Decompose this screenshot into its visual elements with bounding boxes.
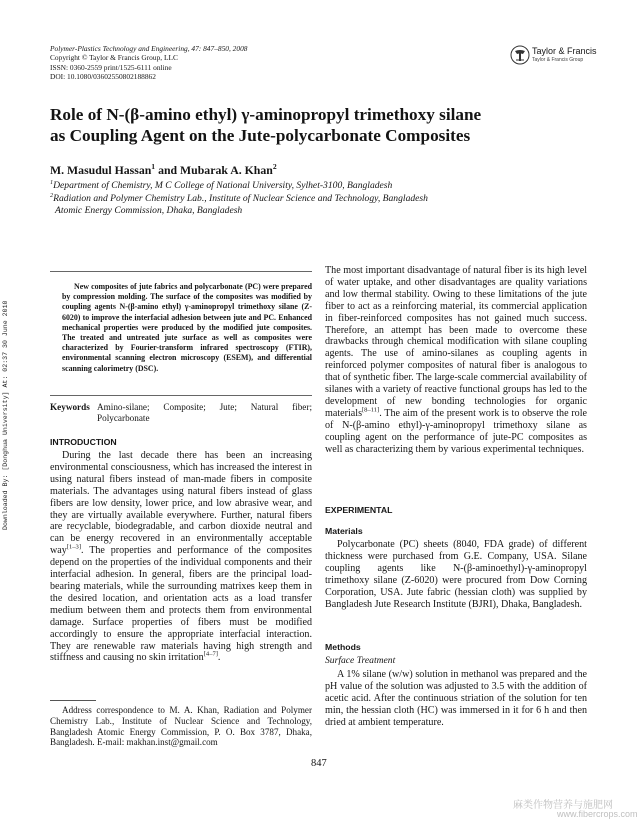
- materials-heading: Materials: [325, 526, 363, 536]
- copyright-line: Copyright © Taylor & Francis Group, LLC: [50, 53, 178, 63]
- abstract: New composites of jute fabrics and polycarbonate (PC) were prepared by compression molding. The surface of the composites was modified by coupling agents N-(β-amino ethyl) γ-aminopropyl trimethoxy silane (Z-6020) to improve the interfacial adhesion between jute and PC. Enhanced mechanical properties were produced by the modified jute composites. The treated and untreated jute surface as well as composites were characterized by Fourier-transform infrared spectroscopy (FTIR), environmental scanning electron microscopy (ESEM), and differential scanning calorimetry (DSC).: [62, 282, 312, 373]
- title-line-2: as Coupling Agent on the Jute-polycarbonate Composites: [50, 126, 471, 145]
- right-column-paragraph: [325, 265, 587, 456]
- affiliations: [50, 180, 428, 218]
- body-text: The most important disadvantage of natural fiber is its high level of water uptake, and other disadvantages are quality variations and low thermal stability. Owing to these limitations of the jute fiber to act as a reinforcing material, its commercial application in fiber-reinforced composites has not gained much success. Therefore, an attempt has been made to overcome these drawbacks through chemical modification with silane coupling agents. The use of amino-silanes as coupling agents in reinforced polymer composites of natural fiber is analogous to that of synthetic fiber. The large-scale commercial availability of silanes with a variety of reactive functional groups has led to the development of new bonding technologies for organic materials: [325, 265, 587, 419]
- surface-treatment-heading: Surface Treatment: [325, 655, 396, 666]
- download-stamp: [0, 300, 12, 530]
- site-watermark: [513, 796, 638, 824]
- intro-text: During the last decade there has been an increasing environmental consciousness, which has increased the interest in using natural fibers instead of man-made fibers in composite materials. The advantages using natural fibers instead of glass fibers are low density, lower price, and low abrasive wear, and they are virtually available everywhere. Further, natural fibers are recyclable, biodegradable, and carbon dioxide neutral and can be energy recovered in an environmentally acceptable way: [50, 450, 312, 557]
- watermark-url: www.fibercrops.com: [557, 809, 638, 819]
- intro-text-end: .: [217, 652, 221, 664]
- experimental-heading: EXPERIMENTAL: [325, 505, 393, 515]
- abstract-bottom-rule: [50, 395, 312, 396]
- page-number: 847: [311, 758, 327, 769]
- methods-heading: Methods: [325, 642, 361, 652]
- publisher-group: Taylor & Francis Group: [532, 57, 584, 63]
- author-affil-mark: 1: [151, 162, 156, 172]
- author-list: [50, 163, 277, 178]
- materials-paragraph: Polycarbonate (PC) sheets (8040, FDA grade) of different thickness were purchased from G.E. Company, USA. Silane coupling agents like N-(β-aminoethyl)-γ-aminopropyl trimethoxy silane (Z-6020) were procured from Dow Corning Corporation, USA. Jute fabric (hessian cloth) was supplied by Bangladesh Jute Research Institute (BJRI), Dhaka, Bangladesh.: [325, 539, 587, 610]
- journal-meta: [50, 44, 247, 82]
- author-affil-mark: 2: [272, 162, 277, 172]
- citation: [4–7]: [203, 651, 218, 659]
- issn-line: ISSN: 0360-2559 print/1525-6111 online: [50, 62, 172, 72]
- affiliation-2: [50, 193, 428, 206]
- download-stamp-text: Downloaded By: [Donghua University] At: 02:37 30 June 2010: [2, 300, 9, 530]
- paper-title: [50, 104, 610, 146]
- publisher-name: Taylor & Francis: [532, 46, 597, 56]
- watermark-text: 麻类作物营养与施肥网: [513, 800, 613, 811]
- intro-heading: INTRODUCTION: [50, 437, 117, 447]
- affil-mark: 1: [50, 178, 54, 186]
- publisher-logo: [510, 45, 620, 69]
- citation: [1–3]: [66, 543, 82, 551]
- citation: [8–11]: [362, 406, 380, 414]
- correspondence-footnote: Address correspondence to M. A. Khan, Radiation and Polymer Chemistry Lab., Institute of Nuclear Science and Technology, Bangladesh Atomic Energy Commission, P. O. Box 3787, Dhaka, Bangladesh. E-mail: makhan.inst@gmail.com: [50, 705, 312, 748]
- author-connector: and: [155, 163, 181, 177]
- intro-text-cont: . The properties and performance of the composites depend on the properties of the individual components and their interfacial adhesion. In general, fibers are the principal load-bearing materials, while the surrounding matrixes keep them in the desired location, and orientation acts as a load transfer medium between them and protects them from environmental damage. Surface properties of fibers must be modified accordingly to ensure the appropriate interfacial interaction. They are renewable raw materials having high strength and stiffness and causing no skin irritation: [50, 545, 312, 664]
- author-name: Mubarak A. Khan: [180, 163, 273, 177]
- doi-line: DOI: 10.1080/03602550802188862: [50, 72, 156, 82]
- body-text-cont: . The aim of the present work is to observe the role of N-(β-amino ethyl)-γ-aminopropyl trimethoxy silane as coupling agent on the performance of jute-PC composites as well as characterizing them by various experimental techniques.: [325, 407, 587, 455]
- intro-paragraph: [50, 450, 312, 664]
- surface-treatment-paragraph: A 1% silane (w/w) solution in methanol was prepared and the pH value of the solution was adjusted to 3.5 with the addition of acetic acid. After the continuous striation of the solution for ten min, the hessian cloth (HC) was immersed in it for 6 h and then dried at ambient temperature.: [325, 669, 587, 728]
- title-line-1: Role of N-(β-amino ethyl) γ-aminopropyl trimethoxy silane: [50, 105, 482, 124]
- affil-text: Department of Chemistry, M C College of National University, Sylhet-3100, Bangladesh: [53, 180, 393, 191]
- footnote-rule: [50, 700, 96, 701]
- affiliation-1: [50, 180, 428, 193]
- affil-mark: 2: [50, 191, 54, 199]
- keywords-label: Keywords: [50, 402, 90, 412]
- journal-citation: Polymer-Plastics Technology and Engineering, 47: 847–850, 2008: [50, 44, 248, 53]
- keywords-text: Amino-silane; Composite; Jute; Natural fiber; Polycarbonate: [97, 402, 312, 423]
- taylor-francis-logo-icon: [510, 45, 530, 65]
- affiliation-2-cont: Atomic Energy Commission, Dhaka, Bangladesh: [55, 205, 243, 216]
- abstract-top-rule: [50, 271, 312, 272]
- affil-text: Radiation and Polymer Chemistry Lab., Institute of Nuclear Science and Technology, Bangladesh: [53, 192, 428, 204]
- author-name: M. Masudul Hassan: [50, 163, 152, 177]
